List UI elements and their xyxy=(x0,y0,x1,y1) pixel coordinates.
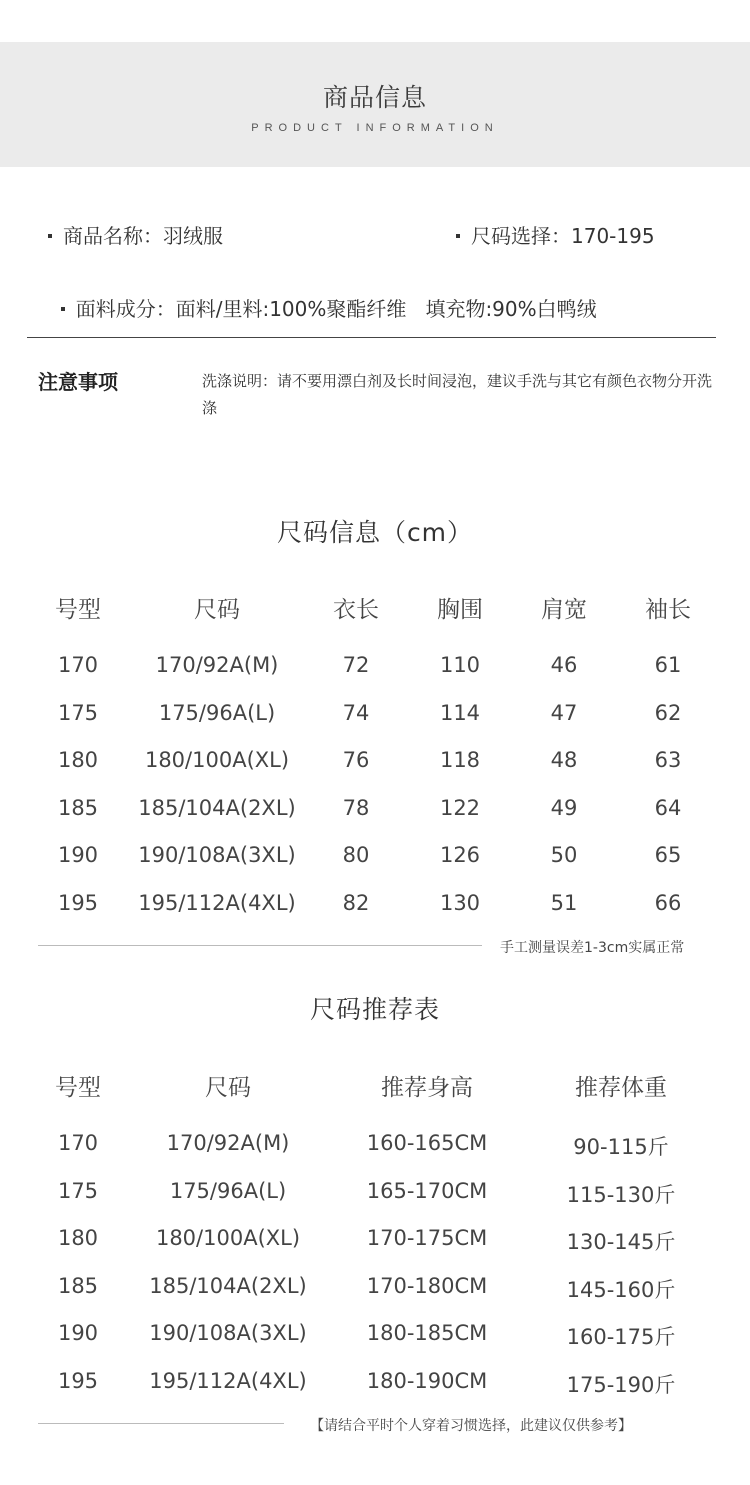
table-cell: 175 xyxy=(57,700,99,725)
table-cell: 65 xyxy=(654,843,682,868)
table-cell: 47 xyxy=(550,700,578,725)
table-cell: 180-185CM xyxy=(366,1321,488,1346)
notes-text: 洗涤说明：请不要用漂白剂及长时间浸泡，建议手洗与其它有颜色衣物分开洗涤 xyxy=(202,372,713,417)
table-cell: 63 xyxy=(654,748,682,773)
table-cell: 160-165CM xyxy=(366,1131,488,1155)
size-info-title: 尺码信息（cm） xyxy=(276,518,474,547)
table-cell: 126 xyxy=(439,843,481,868)
table-header-cell: 肩宽 xyxy=(541,597,587,623)
table-cell: 190 xyxy=(57,1321,99,1346)
size-recommend-title: 尺码推荐表 xyxy=(309,995,440,1024)
table-cell: 61 xyxy=(654,653,682,677)
table-header-cell: 尺码 xyxy=(194,597,240,623)
table-cell: 190 xyxy=(57,843,99,868)
table-cell: 74 xyxy=(342,700,370,725)
table-cell: 195 xyxy=(57,1369,99,1393)
bullet-icon xyxy=(48,234,52,238)
table-cell: 195/112A(4XL) xyxy=(138,891,296,915)
table-cell: 130 xyxy=(439,891,481,915)
table-cell: 185/104A(2XL) xyxy=(138,795,296,820)
table-cell: 50 xyxy=(550,843,578,868)
table-cell: 180-190CM xyxy=(366,1369,488,1393)
product-size-range xyxy=(456,220,655,249)
table-cell: 180 xyxy=(57,1226,99,1251)
table-cell: 175 xyxy=(57,1178,99,1203)
table-cell: 170-180CM xyxy=(366,1273,488,1298)
size-recommend-footnote: 【请结合平时个人穿着习惯选择，此建议仅供参考】 xyxy=(310,1418,632,1434)
table-cell: 48 xyxy=(550,748,578,773)
table-cell: 145-160斤 xyxy=(566,1277,676,1302)
table-cell: 72 xyxy=(342,653,370,677)
table-cell: 160-175斤 xyxy=(566,1325,676,1350)
table-cell: 115-130斤 xyxy=(566,1182,676,1207)
table-cell: 90-115斤 xyxy=(573,1135,669,1159)
table-header-cell: 号型 xyxy=(55,597,101,623)
table-cell: 114 xyxy=(439,700,481,725)
table-cell: 175/96A(L) xyxy=(158,700,276,725)
notes-title: 注意事项 xyxy=(38,370,118,394)
bullet-icon xyxy=(456,234,460,238)
table-cell: 170/92A(M) xyxy=(155,653,279,677)
table-header-cell: 推荐体重 xyxy=(575,1075,667,1101)
size-range-text: 尺码选择：170-195 xyxy=(471,224,655,248)
divider xyxy=(27,337,716,338)
table-cell: 76 xyxy=(342,748,370,773)
table-cell: 185 xyxy=(57,1273,99,1298)
table-cell: 78 xyxy=(342,795,370,820)
product-name xyxy=(48,220,223,249)
table-cell: 195/112A(4XL) xyxy=(149,1369,307,1393)
table-cell: 64 xyxy=(654,795,682,820)
table-cell: 180/100A(XL) xyxy=(144,748,290,773)
table-header-cell: 衣长 xyxy=(333,597,379,623)
table-cell: 62 xyxy=(654,700,682,725)
table-cell: 180/100A(XL) xyxy=(155,1226,301,1251)
table-cell: 130-145斤 xyxy=(566,1230,676,1255)
table-header-cell: 号型 xyxy=(55,1075,101,1101)
table-cell: 175-190斤 xyxy=(566,1373,676,1397)
table-cell: 122 xyxy=(439,795,481,820)
table-cell: 66 xyxy=(654,891,682,915)
table-cell: 118 xyxy=(439,748,481,773)
table-cell: 80 xyxy=(342,843,370,868)
table-cell: 82 xyxy=(342,891,370,915)
table-cell: 175/96A(L) xyxy=(169,1178,287,1203)
divider xyxy=(38,945,482,946)
table-cell: 49 xyxy=(550,795,578,820)
table-cell: 170 xyxy=(57,1131,99,1155)
page-subtitle: PRODUCT INFORMATION xyxy=(251,122,499,134)
table-cell: 190/108A(3XL) xyxy=(149,1321,307,1346)
bullet-icon xyxy=(61,307,65,311)
table-header-cell: 袖长 xyxy=(645,597,691,623)
table-cell: 165-170CM xyxy=(366,1178,488,1203)
table-header-cell: 胸围 xyxy=(437,597,483,623)
header-banner xyxy=(0,42,750,167)
table-cell: 190/108A(3XL) xyxy=(138,843,296,868)
table-cell: 170/92A(M) xyxy=(166,1131,290,1155)
table-header-cell: 推荐身高 xyxy=(381,1075,473,1101)
product-name-text: 商品名称：羽绒服 xyxy=(63,224,223,248)
size-info-footnote: 手工测量误差1-3cm实属正常 xyxy=(500,940,685,956)
product-material xyxy=(48,269,597,322)
table-cell: 46 xyxy=(550,653,578,677)
table-cell: 170-175CM xyxy=(366,1226,488,1251)
table-cell: 185/104A(2XL) xyxy=(149,1273,307,1298)
table-cell: 51 xyxy=(550,891,578,915)
table-header-cell: 尺码 xyxy=(205,1075,251,1101)
divider xyxy=(38,1423,284,1424)
table-cell: 180 xyxy=(57,748,99,773)
table-cell: 195 xyxy=(57,891,99,915)
page-title: 商品信息 xyxy=(322,83,427,112)
table-cell: 110 xyxy=(439,653,481,677)
table-cell: 170 xyxy=(57,653,99,677)
material-text: 面料成分：面料/里料:100%聚酯纤维 填充物:90%白鸭绒 xyxy=(75,297,597,321)
table-cell: 185 xyxy=(57,795,99,820)
